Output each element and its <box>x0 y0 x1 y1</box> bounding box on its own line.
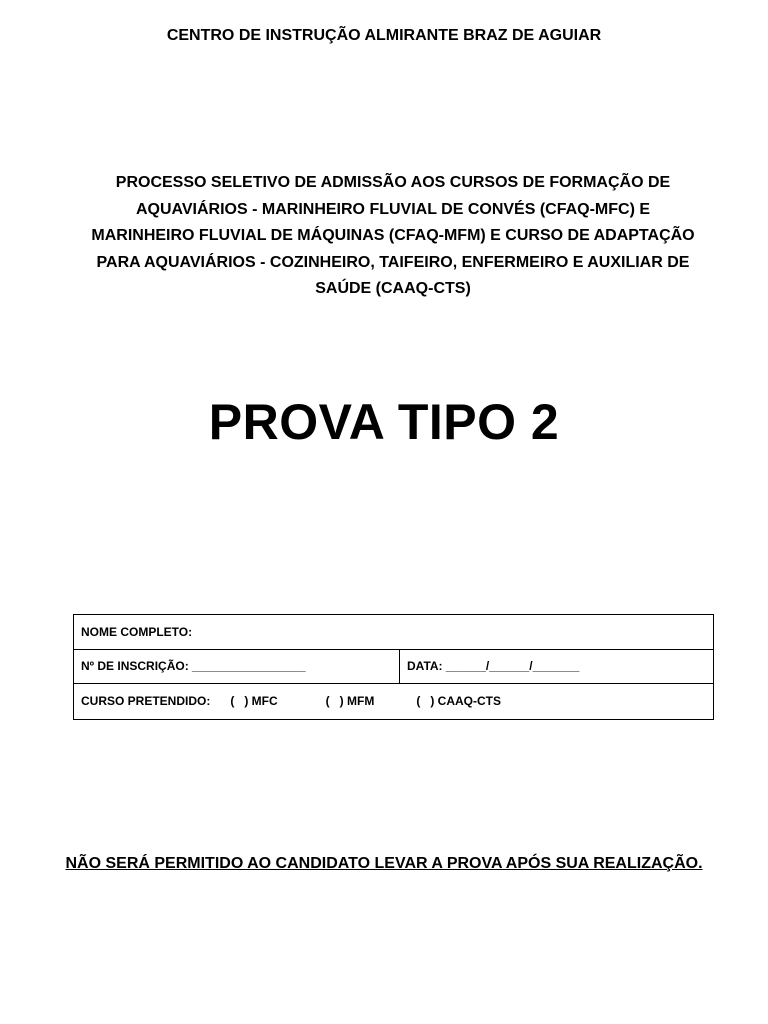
inscription-date-row <box>74 650 713 685</box>
process-line: SAÚDE (CAAQ-CTS) <box>315 280 471 297</box>
option-mfm[interactable]: ( ) MFM <box>325 694 375 709</box>
process-line: PARA AQUAVIÁRIOS - COZINHEIRO, TAIFEIRO, ENFERMEIRO E AUXILIAR DE <box>96 253 690 271</box>
date-field[interactable]: DATA: ______/______/_______ <box>407 659 580 674</box>
name-field[interactable]: NOME COMPLETO: <box>81 624 193 639</box>
option-caaq-cts[interactable]: ( ) CAAQ-CTS <box>416 694 501 709</box>
institution-header: CENTRO DE INSTRUÇÃO ALMIRANTE BRAZ DE AGUIAR <box>166 27 602 44</box>
warning-notice: NÃO SERÁ PERMITIDO AO CANDIDATO LEVAR A PROVA APÓS SUA REALIZAÇÃO. <box>65 855 703 872</box>
course-field <box>74 684 501 719</box>
inscription-field[interactable]: Nº DE INSCRIÇÃO: _________________ <box>74 650 400 684</box>
option-mfc[interactable]: ( ) MFC <box>230 694 278 709</box>
process-line: PROCESSO SELETIVO DE ADMISSÃO AOS CURSOS DE FORMAÇÃO DE <box>115 174 671 191</box>
process-description <box>60 170 726 303</box>
process-line: AQUAVIÁRIOS - MARINHEIRO FLUVIAL DE CONVÉS (CFAQ-MFC) E <box>135 200 651 218</box>
process-line: MARINHEIRO FLUVIAL DE MÁQUINAS (CFAQ-MFM) E CURSO DE ADAPTAÇÃO <box>91 227 695 244</box>
course-label: CURSO PRETENDIDO: <box>81 694 211 709</box>
name-row <box>74 615 713 650</box>
exam-title: PROVA TIPO 2 <box>208 394 560 450</box>
candidate-form <box>73 614 714 720</box>
course-row <box>74 684 713 719</box>
